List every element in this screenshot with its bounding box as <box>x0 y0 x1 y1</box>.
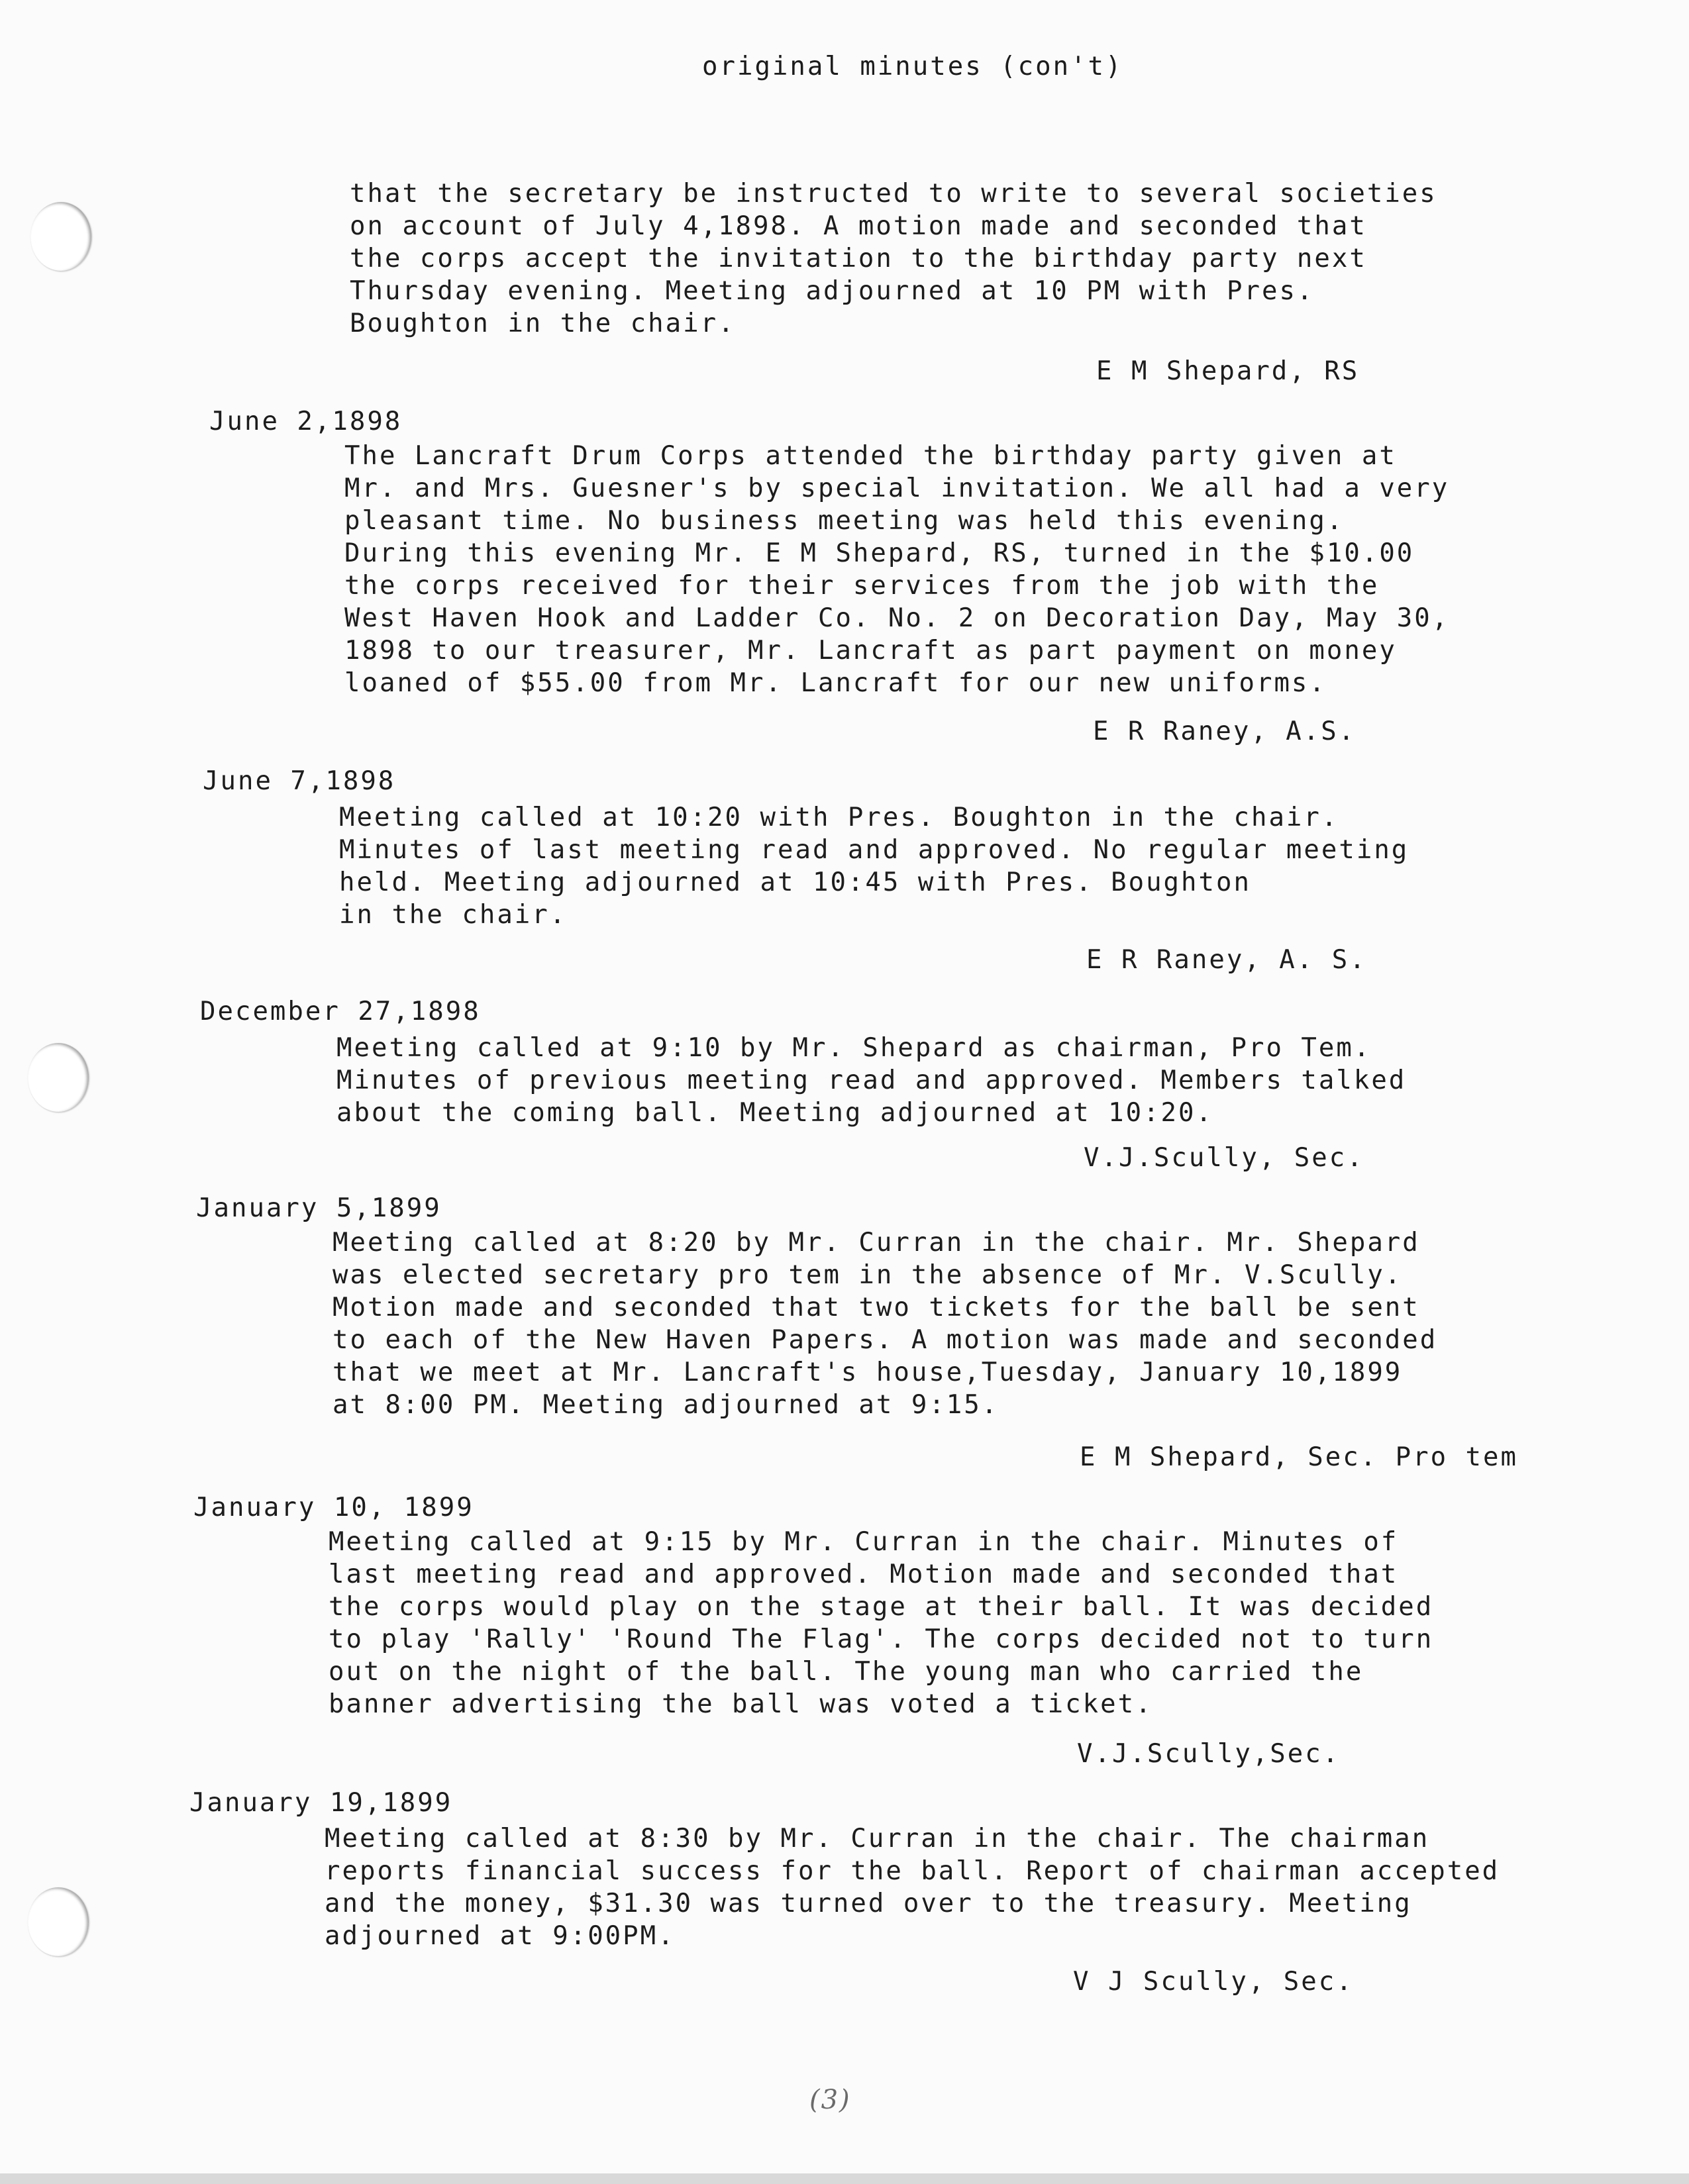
continuation-text <box>350 177 1437 340</box>
text-line: banner advertising the ball was voted a ticket. <box>329 1689 1153 1719</box>
text-line: adjourned at 9:00PM. <box>325 1921 676 1951</box>
punch-hole-bottom <box>28 1887 89 1956</box>
entry-date: January 10, 1899 <box>193 1493 474 1522</box>
text-line: out on the night of the ball. The young man who carried the <box>329 1657 1364 1687</box>
entry-date: December 27,1898 <box>200 997 481 1026</box>
signature: V J Scully, Sec. <box>1073 1967 1354 1997</box>
text-line: held. Meeting adjourned at 10:45 with Pres. Boughton <box>339 868 1251 897</box>
text-line: the corps accept the invitation to the birthday party next <box>350 244 1367 273</box>
entry-text <box>344 440 1449 699</box>
page-number: (3) <box>809 2085 851 2115</box>
text-line: in the chair. <box>339 900 568 930</box>
text-line: the corps received for their services from the job with the <box>344 571 1380 601</box>
text-line: During this evening Mr. E M Shepard, RS, turned in the $10.00 <box>344 538 1415 568</box>
text-line: and the money, $31.30 was turned over to the treasury. Meeting <box>325 1889 1412 1918</box>
text-line: Motion made and seconded that two tickets for the ball be sent <box>333 1293 1420 1322</box>
text-line: about the coming ball. Meeting adjourned at 10:20. <box>336 1098 1213 1128</box>
signature: E R Raney, A.S. <box>1093 717 1356 746</box>
text-line: Thursday evening. Meeting adjourned at 10 PM with Pres. <box>350 276 1315 306</box>
entry-text <box>336 1032 1406 1129</box>
text-line: at 8:00 PM. Meeting adjourned at 9:15. <box>333 1390 999 1420</box>
signature: E M Shepard, Sec. Pro tem <box>1080 1442 1518 1472</box>
entry-date: June 7,1898 <box>203 766 396 796</box>
text-line: last meeting read and approved. Motion made and seconded that <box>329 1560 1399 1589</box>
text-line: West Haven Hook and Ladder Co. No. 2 on Decoration Day, May 30, <box>344 603 1450 633</box>
text-line: Meeting called at 10:20 with Pres. Boughton in the chair. <box>339 803 1339 832</box>
text-line: that the secretary be instructed to write to several societies <box>350 179 1437 209</box>
punch-hole-top <box>30 202 91 271</box>
signature: V.J.Scully, Sec. <box>1084 1143 1364 1173</box>
entry-date: January 19,1899 <box>189 1788 453 1818</box>
text-line: Boughton in the chair. <box>350 309 736 338</box>
text-line: that we meet at Mr. Lancraft's house,Tuesday, January 10,1899 <box>333 1358 1403 1387</box>
text-line: the corps would play on the stage at their ball. It was decided <box>329 1592 1434 1622</box>
text-line: to play 'Rally' 'Round The Flag'. The corps decided not to turn <box>329 1624 1434 1654</box>
signature: E M Shepard, RS <box>1096 356 1360 386</box>
text-line: loaned of $55.00 from Mr. Lancraft for our new uniforms. <box>344 668 1327 698</box>
signature: V.J.Scully,Sec. <box>1077 1739 1341 1769</box>
entry-date: January 5,1899 <box>196 1193 442 1223</box>
signature: E R Raney, A. S. <box>1086 945 1367 975</box>
text-line: Meeting called at 8:30 by Mr. Curran in the chair. The chairman <box>325 1824 1430 1854</box>
text-line: was elected secretary pro tem in the absence of Mr. V.Scully. <box>333 1260 1403 1290</box>
text-line: pleasant time. No business meeting was held this evening. <box>344 506 1345 536</box>
text-line: Meeting called at 9:10 by Mr. Shepard as chairman, Pro Tem. <box>336 1033 1372 1063</box>
scan-bottom-edge <box>0 2173 1689 2184</box>
page-header: original minutes (con't) <box>702 52 1123 81</box>
text-line: on account of July 4,1898. A motion made and seconded that <box>350 211 1367 241</box>
text-line: Minutes of previous meeting read and approved. Members talked <box>336 1066 1407 1095</box>
text-line: Minutes of last meeting read and approved. No regular meeting <box>339 835 1409 865</box>
text-line: Meeting called at 9:15 by Mr. Curran in the chair. Minutes of <box>329 1527 1399 1557</box>
text-line: to each of the New Haven Papers. A motion was made and seconded <box>333 1325 1438 1355</box>
punch-hole-middle <box>28 1043 89 1112</box>
text-line: The Lancraft Drum Corps attended the birthday party given at <box>344 441 1397 471</box>
entry-text <box>325 1822 1500 1952</box>
entry-text <box>333 1226 1437 1421</box>
text-line: Meeting called at 8:20 by Mr. Curran in the chair. Mr. Shepard <box>333 1228 1420 1258</box>
entry-date: June 2,1898 <box>209 407 403 436</box>
text-line: reports financial success for the ball. Report of chairman accepted <box>325 1856 1500 1886</box>
entry-text <box>339 801 1409 931</box>
entry-text <box>329 1526 1433 1720</box>
text-line: Mr. and Mrs. Guesner's by special invitation. We all had a very <box>344 473 1450 503</box>
text-line: 1898 to our treasurer, Mr. Lancraft as part payment on money <box>344 636 1397 666</box>
